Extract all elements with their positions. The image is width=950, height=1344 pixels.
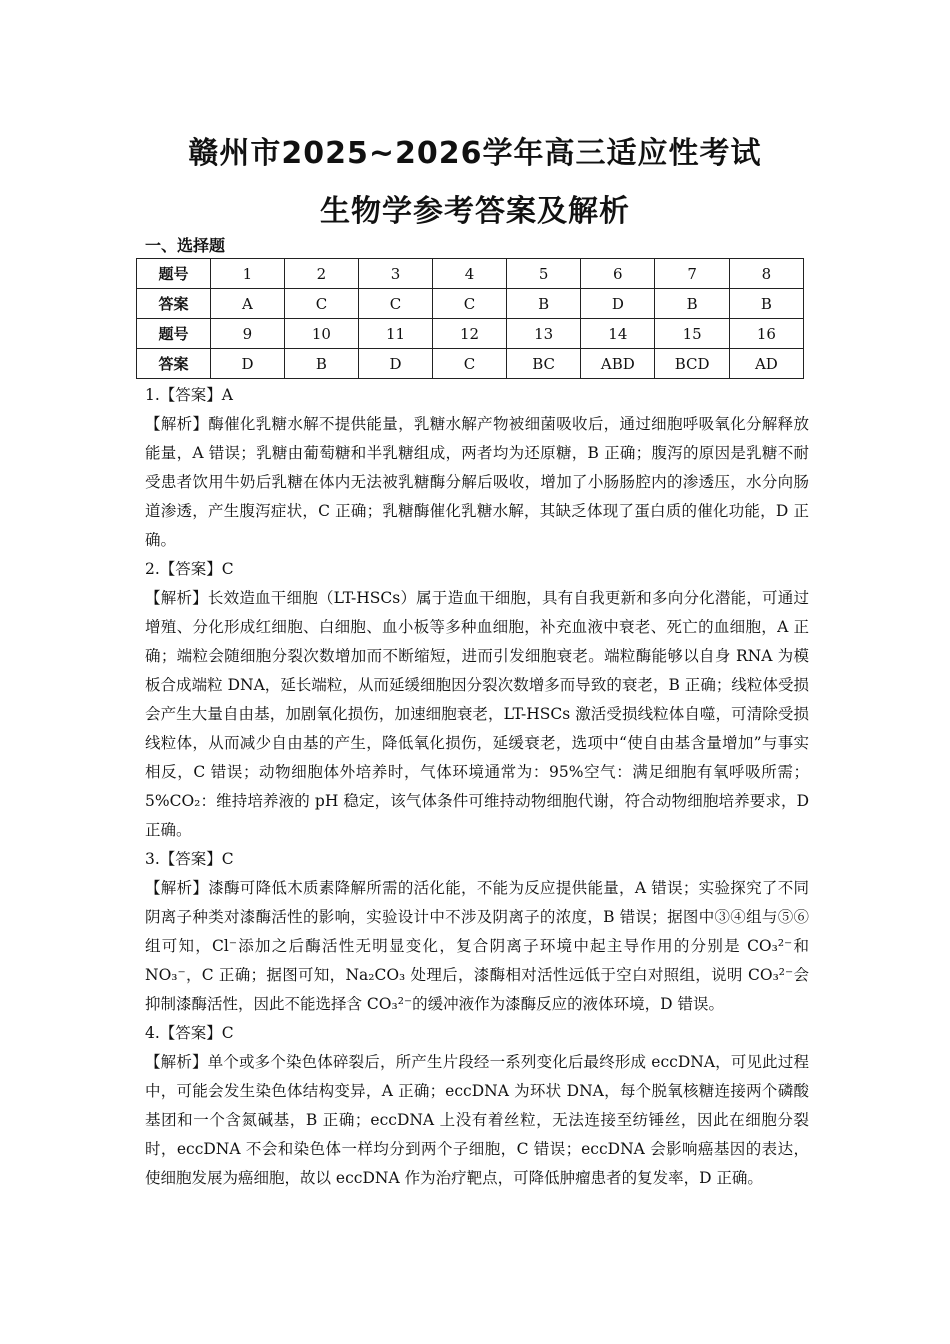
table-cell: BC — [507, 349, 581, 379]
table-cell: 14 — [581, 319, 655, 349]
table-cell: B — [284, 349, 358, 379]
row-label: 答案 — [137, 289, 211, 319]
table-cell: D — [358, 349, 432, 379]
table-cell: 2 — [284, 259, 358, 289]
answer-line: 2.【答案】C — [145, 560, 234, 578]
page-title: 赣州市2025~2026学年高三适应性考试 — [188, 136, 762, 171]
table-row — [137, 349, 804, 379]
answer-table — [136, 258, 804, 379]
table-row — [137, 259, 804, 289]
table-cell: 10 — [284, 319, 358, 349]
section-title: 一、选择题 — [145, 236, 226, 255]
table-cell: 3 — [358, 259, 432, 289]
row-label: 题号 — [137, 319, 211, 349]
table-cell: B — [655, 289, 729, 319]
table-cell: B — [507, 289, 581, 319]
table-cell: BCD — [655, 349, 729, 379]
table-cell: 11 — [358, 319, 432, 349]
table-cell: 1 — [210, 259, 284, 289]
table-cell: AD — [729, 349, 803, 379]
row-label: 答案 — [137, 349, 211, 379]
table-cell: C — [284, 289, 358, 319]
table-cell: 7 — [655, 259, 729, 289]
page-subtitle: 生物学参考答案及解析 — [320, 194, 630, 229]
answer-line: 3.【答案】C — [145, 850, 234, 868]
analysis-content — [145, 381, 809, 1193]
table-row — [137, 319, 804, 349]
table-cell: D — [581, 289, 655, 319]
analysis-paragraph: 【解析】长效造血干细胞（LT-HSCs）属于造血干细胞，具有自我更新和多向分化潜能，可通过增殖、分化形成红细胞、白细胞、血小板等多种血细胞，补充血液中衰老、死亡的血细胞，A 正确；端粒会随细胞分裂次数增加而不断缩短，进而引发细胞衰老。端粒酶能够以自身 RNA 为模板合成端粒 DNA，延长端粒，从而延缓细胞因分裂次数增多而导致的衰老，B 正确；线粒体受损会产生大量自由基，加剧氧化损伤，加速细胞衰老，LT-HSCs 激活受损线粒体自噬，可清除受损线粒体，从而减少自由基的产生，降低氧化损伤，延缓衰老，选项中“使自由基含量增加”与事实相反，C 错误；动物细胞体外培养时，气体环境通常为：95%空气：满足细胞有氧呼吸所需；5%CO₂：维持培养液的 pH 稳定，该气体条件可维持动物细胞代谢，符合动物细胞培养要求，D 正确。 — [145, 589, 809, 839]
table-cell: 16 — [729, 319, 803, 349]
table-cell: 6 — [581, 259, 655, 289]
table-cell: 8 — [729, 259, 803, 289]
answer-line: 4.【答案】C — [145, 1024, 234, 1042]
table-cell: C — [358, 289, 432, 319]
analysis-paragraph: 【解析】单个或多个染色体碎裂后，所产生片段经一系列变化后最终形成 eccDNA，可见此过程中，可能会发生染色体结构变异，A 正确；eccDNA 为环状 DNA，每个脱氧核糖连接两个磷酸基团和一个含氮碱基，B 正确；eccDNA 上没有着丝粒，无法连接至纺锤丝，因此在细胞分裂时，eccDNA 不会和染色体一样均分到两个子细胞，C 错误；eccDNA 会影响癌基因的表达，使细胞发展为癌细胞，故以 eccDNA 作为治疗靶点，可降低肿瘤患者的复发率，D 正确。 — [145, 1053, 809, 1187]
table-cell: 4 — [433, 259, 507, 289]
table-cell: C — [433, 289, 507, 319]
table-cell: 9 — [210, 319, 284, 349]
analysis-paragraph: 【解析】酶催化乳糖水解不提供能量，乳糖水解产物被细菌吸收后，通过细胞呼吸氧化分解释放能量，A 错误；乳糖由葡萄糖和半乳糖组成，两者均为还原糖，B 正确；腹泻的原因是乳糖不耐受患者饮用牛奶后乳糖在体内无法被乳糖酶分解后吸收，增加了小肠肠腔内的渗透压，水分向肠道渗透，产生腹泻症状，C 正确；乳糖酶催化乳糖水解，其缺乏体现了蛋白质的催化功能，D 正确。 — [145, 415, 809, 549]
table-cell: 13 — [507, 319, 581, 349]
table-row — [137, 289, 804, 319]
analysis-paragraph: 【解析】漆酶可降低木质素降解所需的活化能，不能为反应提供能量，A 错误；实验探究了不同阴离子种类对漆酶活性的影响，实验设计中不涉及阴离子的浓度，B 错误；据图中③④组与⑤⑥组可知，Cl⁻添加之后酶活性无明显变化，复合阴离子环境中起主导作用的分别是 CO₃²⁻和 NO₃⁻，C 正确；据图可知，Na₂CO₃ 处理后，漆酶相对活性远低于空白对照组，说明 CO₃²⁻会抑制漆酶活性，因此不能选择含 CO₃²⁻的缓冲液作为漆酶反应的液体环境，D 错误。 — [145, 879, 809, 1013]
table-cell: D — [210, 349, 284, 379]
table-cell: 5 — [507, 259, 581, 289]
table-cell: B — [729, 289, 803, 319]
answer-line: 1.【答案】A — [145, 386, 233, 404]
row-label: 题号 — [137, 259, 211, 289]
table-cell: C — [433, 349, 507, 379]
table-cell: A — [210, 289, 284, 319]
table-cell: 15 — [655, 319, 729, 349]
table-cell: ABD — [581, 349, 655, 379]
table-cell: 12 — [433, 319, 507, 349]
